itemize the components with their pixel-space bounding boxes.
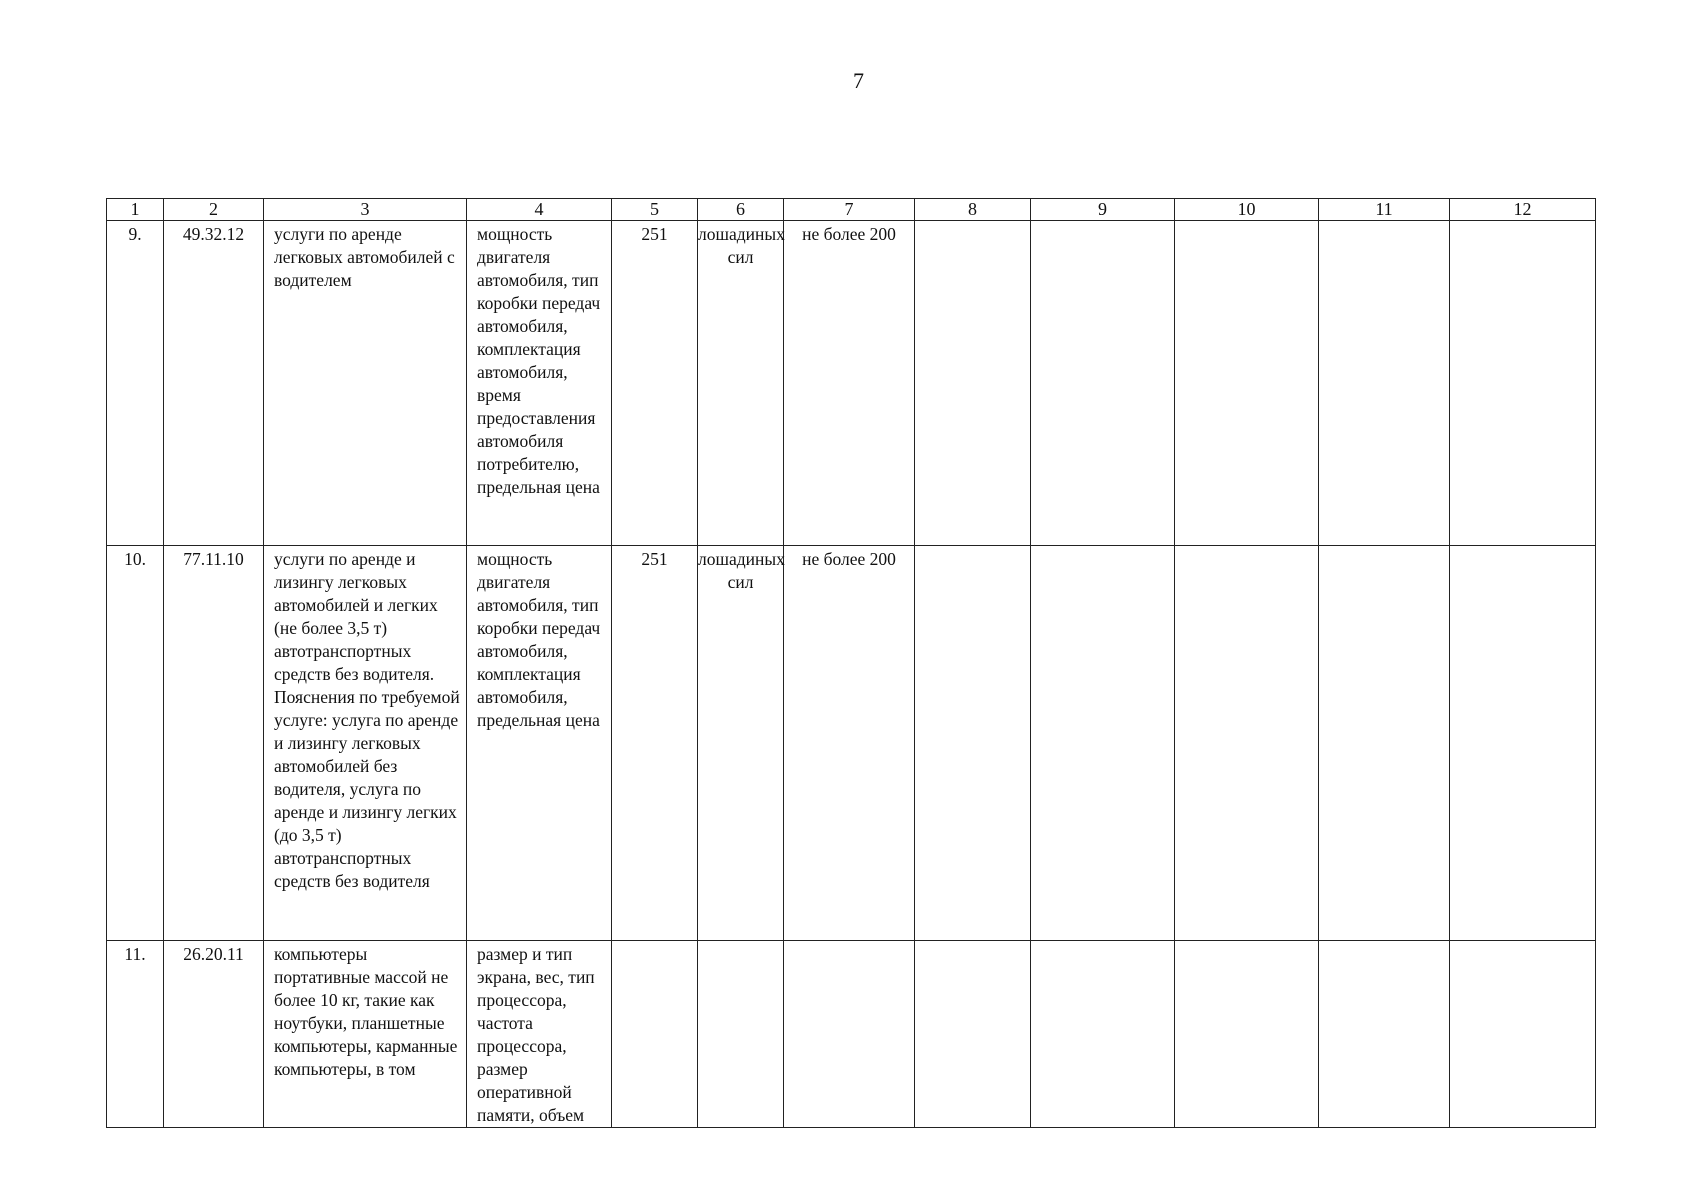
okpd-code-cell: 49.32.12	[164, 221, 264, 546]
page-number: 7	[853, 68, 864, 93]
row-number-cell: 10.	[107, 546, 164, 941]
value-cell: не более 200	[784, 546, 915, 941]
row-number-cell: 9.	[107, 221, 164, 546]
characteristics-cell: мощность двигателя автомобиля, тип коробки передач автомобиля, комплектация автомобиля, предельная цена	[467, 546, 612, 941]
table-row	[107, 221, 1596, 546]
table-row	[107, 941, 1596, 1128]
value-cell: не более 200	[784, 221, 915, 546]
header-cell-4: 4	[467, 199, 612, 221]
empty-cell	[1450, 546, 1596, 941]
unit-code-cell: 251	[612, 221, 698, 546]
empty-cell	[1450, 941, 1596, 1128]
header-row	[107, 199, 1596, 221]
header-cell-3: 3	[264, 199, 467, 221]
empty-cell	[1319, 941, 1450, 1128]
empty-cell	[915, 221, 1031, 546]
okpd-code-cell: 26.20.11	[164, 941, 264, 1128]
header-cell-8: 8	[915, 199, 1031, 221]
unit-code-cell	[612, 941, 698, 1128]
header-cell-6: 6	[698, 199, 784, 221]
empty-cell	[1319, 221, 1450, 546]
empty-cell	[1031, 546, 1175, 941]
empty-cell	[1175, 546, 1319, 941]
empty-cell	[1031, 941, 1175, 1128]
header-cell-9: 9	[1031, 199, 1175, 221]
unit-name-cell: лошадиных сил	[698, 546, 784, 941]
header-cell-11: 11	[1319, 199, 1450, 221]
item-name-cell: компьютеры портативные массой не более 10 кг, такие как ноутбуки, планшетные компьютеры, карманные компьютеры, в том	[264, 941, 467, 1128]
header-cell-5: 5	[612, 199, 698, 221]
empty-cell	[1450, 221, 1596, 546]
header-cell-7: 7	[784, 199, 915, 221]
requirements-table	[106, 198, 1596, 1128]
empty-cell	[1031, 221, 1175, 546]
okpd-code-cell: 77.11.10	[164, 546, 264, 941]
characteristics-cell: мощность двигателя автомобиля, тип коробки передач автомобиля, комплектация автомобиля, время предоставления автомобиля потребителю, предельная цена	[467, 221, 612, 546]
empty-cell	[1175, 941, 1319, 1128]
empty-cell	[915, 546, 1031, 941]
empty-cell	[1319, 546, 1450, 941]
header-cell-1: 1	[107, 199, 164, 221]
value-cell	[784, 941, 915, 1128]
table-row	[107, 546, 1596, 941]
row-number-cell: 11.	[107, 941, 164, 1128]
header-cell-12: 12	[1450, 199, 1596, 221]
unit-code-cell: 251	[612, 546, 698, 941]
characteristics-cell: размер и тип экрана, вес, тип процессора, частота процессора, размер оперативной памяти, объем	[467, 941, 612, 1128]
item-name-cell: услуги по аренде и лизингу легковых автомобилей и легких (не более 3,5 т) автотранспортных средств без водителя. Пояснения по требуемой услуге: услуга по аренде и лизингу легковых автомобилей без водителя, услуга по аренде и лизингу легких (до 3,5 т) автотранспортных средств без водителя	[264, 546, 467, 941]
empty-cell	[1175, 221, 1319, 546]
item-name-cell: услуги по аренде легковых автомобилей с водителем	[264, 221, 467, 546]
header-cell-2: 2	[164, 199, 264, 221]
unit-name-cell	[698, 941, 784, 1128]
header-cell-10: 10	[1175, 199, 1319, 221]
empty-cell	[915, 941, 1031, 1128]
unit-name-cell: лошадиных сил	[698, 221, 784, 546]
